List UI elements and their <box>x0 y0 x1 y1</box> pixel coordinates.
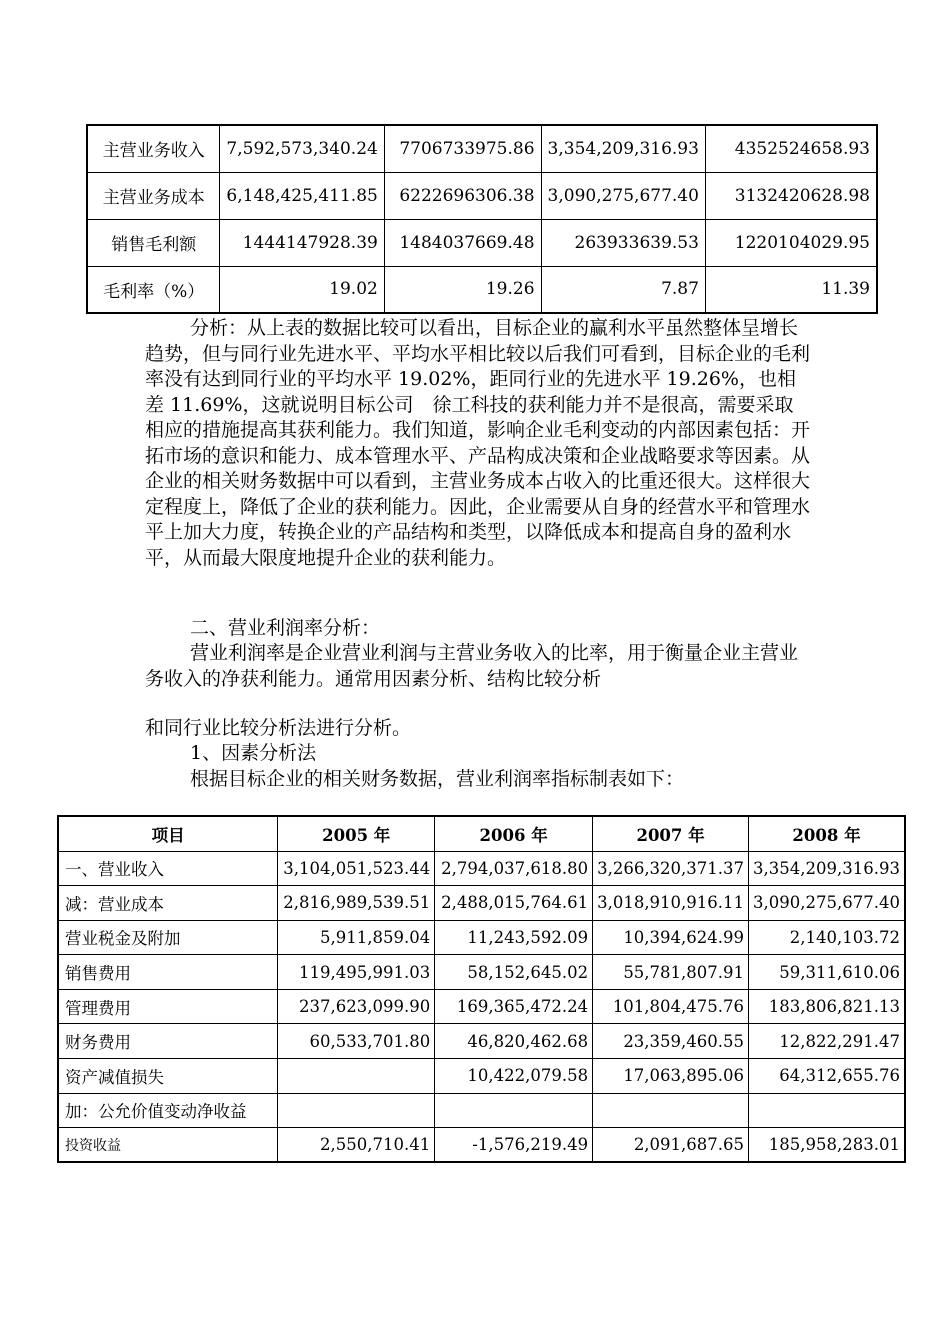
table-cell: 169,365,472.24 <box>435 989 593 1024</box>
table-row <box>58 1128 905 1163</box>
table-cell: 1220104029.95 <box>705 219 877 266</box>
table-cell: 10,394,624.99 <box>593 920 749 955</box>
table-cell: 10,422,079.58 <box>435 1059 593 1094</box>
row-label: 营业税金及附加 <box>58 920 278 955</box>
gross-margin-table <box>86 124 878 314</box>
table-cell: 185,958,283.01 <box>749 1128 905 1163</box>
column-header: 项目 <box>58 816 278 851</box>
row-label: 一、营业收入 <box>58 851 278 886</box>
table-cell: 19.26 <box>384 266 541 313</box>
row-label: 销售费用 <box>58 955 278 990</box>
section-heading: 二、营业利润率分析： <box>190 617 381 639</box>
table-cell <box>278 1059 435 1094</box>
row-label: 资产减值损失 <box>58 1059 278 1094</box>
row-label: 加：公允价值变动净收益 <box>58 1093 278 1128</box>
table-cell: 2,550,710.41 <box>278 1128 435 1163</box>
table-cell: 12,822,291.47 <box>749 1024 905 1059</box>
table-row <box>58 920 905 955</box>
table-cell: 59,311,610.06 <box>749 955 905 990</box>
table-cell: 2,816,989,539.51 <box>278 886 435 921</box>
table-cell: 5,911,859.04 <box>278 920 435 955</box>
definition-continuation: 和同行业比较分析法进行分析。 <box>145 717 412 739</box>
table-cell: 23,359,460.55 <box>593 1024 749 1059</box>
operating-profit-table <box>57 815 906 1163</box>
table-row <box>87 125 877 172</box>
row-label: 管理费用 <box>58 989 278 1024</box>
analysis-paragraph: 分析：从上表的数据比较可以看出，目标企业的赢利水平虽然整体呈增长趋势，但与同行业先进水平、平均水平相比较以后我们可看到，目标企业的毛利率没有达到同行业的平均水平 19.02%，距同行业的先进水平 19.26%，也相差 11.69%，这就说明目标公司 徐工科技的获利能力并不是很高，需要采取相应的措施提高其获利能力。我们知道，影响企业毛利变动的内部因素包括：开拓市场的意识和能力、成本管理水平、产品构成决策和企业战略要求等因素。从企业的相关财务数据中可以看到，主营业务成本占收入的比重还很大。这样很大定程度上，降低了企业的获利能力。因此，企业需要从自身的经营水平和管理水平上加大力度，转换企业的产品结构和类型，以降低成本和提高自身的盈利水平，从而最大限度地提升企业的获利能力。 <box>145 317 811 569</box>
subheading: 1、因素分析法 <box>190 742 317 764</box>
table-row <box>58 955 905 990</box>
table-cell: 2,091,687.65 <box>593 1128 749 1163</box>
table-cell: 1444147928.39 <box>220 219 384 266</box>
table-cell: 3,354,209,316.93 <box>749 851 905 886</box>
row-label: 主营业务收入 <box>87 125 220 172</box>
column-header: 2008 年 <box>749 816 905 851</box>
table-row <box>58 886 905 921</box>
table-intro: 根据目标企业的相关财务数据，营业利润率指标制表如下： <box>190 768 685 790</box>
table-cell: 2,140,103.72 <box>749 920 905 955</box>
table-cell: 6222696306.38 <box>384 172 541 219</box>
table-row <box>58 851 905 886</box>
table-row <box>87 172 877 219</box>
table-cell: 46,820,462.68 <box>435 1024 593 1059</box>
table-row <box>58 1024 905 1059</box>
row-label: 销售毛利额 <box>87 219 220 266</box>
table-cell: 3132420628.98 <box>705 172 877 219</box>
row-label: 主营业务成本 <box>87 172 220 219</box>
column-header: 2007 年 <box>593 816 749 851</box>
row-label: 毛利率（%） <box>87 266 220 313</box>
table-cell: 2,794,037,618.80 <box>435 851 593 886</box>
table-cell: 17,063,895.06 <box>593 1059 749 1094</box>
table-cell <box>278 1093 435 1128</box>
table-cell <box>593 1093 749 1128</box>
table-cell: 183,806,821.13 <box>749 989 905 1024</box>
table-cell: 11,243,592.09 <box>435 920 593 955</box>
table-cell: 55,781,807.91 <box>593 955 749 990</box>
column-header: 2005 年 <box>278 816 435 851</box>
table-cell: 7706733975.86 <box>384 125 541 172</box>
table-cell: 7.87 <box>541 266 705 313</box>
table-cell: 263933639.53 <box>541 219 705 266</box>
table-cell: 4352524658.93 <box>705 125 877 172</box>
table-cell: 6,148,425,411.85 <box>220 172 384 219</box>
table-cell: 3,266,320,371.37 <box>593 851 749 886</box>
table-cell: 19.02 <box>220 266 384 313</box>
table-cell: 237,623,099.90 <box>278 989 435 1024</box>
table-cell: 60,533,701.80 <box>278 1024 435 1059</box>
table-row <box>58 1059 905 1094</box>
table-cell: 3,090,275,677.40 <box>749 886 905 921</box>
row-label: 投资收益 <box>58 1128 278 1163</box>
table-cell: 11.39 <box>705 266 877 313</box>
table-cell <box>435 1093 593 1128</box>
row-label: 财务费用 <box>58 1024 278 1059</box>
table-cell: 101,804,475.76 <box>593 989 749 1024</box>
column-header: 2006 年 <box>435 816 593 851</box>
table-cell: 2,488,015,764.61 <box>435 886 593 921</box>
table-row <box>58 1093 905 1128</box>
table-cell <box>749 1093 905 1128</box>
table-cell: 7,592,573,340.24 <box>220 125 384 172</box>
table-row <box>87 266 877 313</box>
table-row <box>58 989 905 1024</box>
table-cell: 64,312,655.76 <box>749 1059 905 1094</box>
table-cell: 1484037669.48 <box>384 219 541 266</box>
table-cell: 58,152,645.02 <box>435 955 593 990</box>
definition-paragraph: 营业利润率是企业营业利润与主营业务收入的比率，用于衡量企业主营业务收入的净获利能力。通常用因素分析、结构比较分析 <box>145 642 799 690</box>
table-cell: -1,576,219.49 <box>435 1128 593 1163</box>
row-label: 减：营业成本 <box>58 886 278 921</box>
table-row <box>87 219 877 266</box>
table-cell: 3,104,051,523.44 <box>278 851 435 886</box>
table-header-row <box>58 816 905 851</box>
table-cell: 3,354,209,316.93 <box>541 125 705 172</box>
table-cell: 3,090,275,677.40 <box>541 172 705 219</box>
table-cell: 119,495,991.03 <box>278 955 435 990</box>
table-cell: 3,018,910,916.11 <box>593 886 749 921</box>
